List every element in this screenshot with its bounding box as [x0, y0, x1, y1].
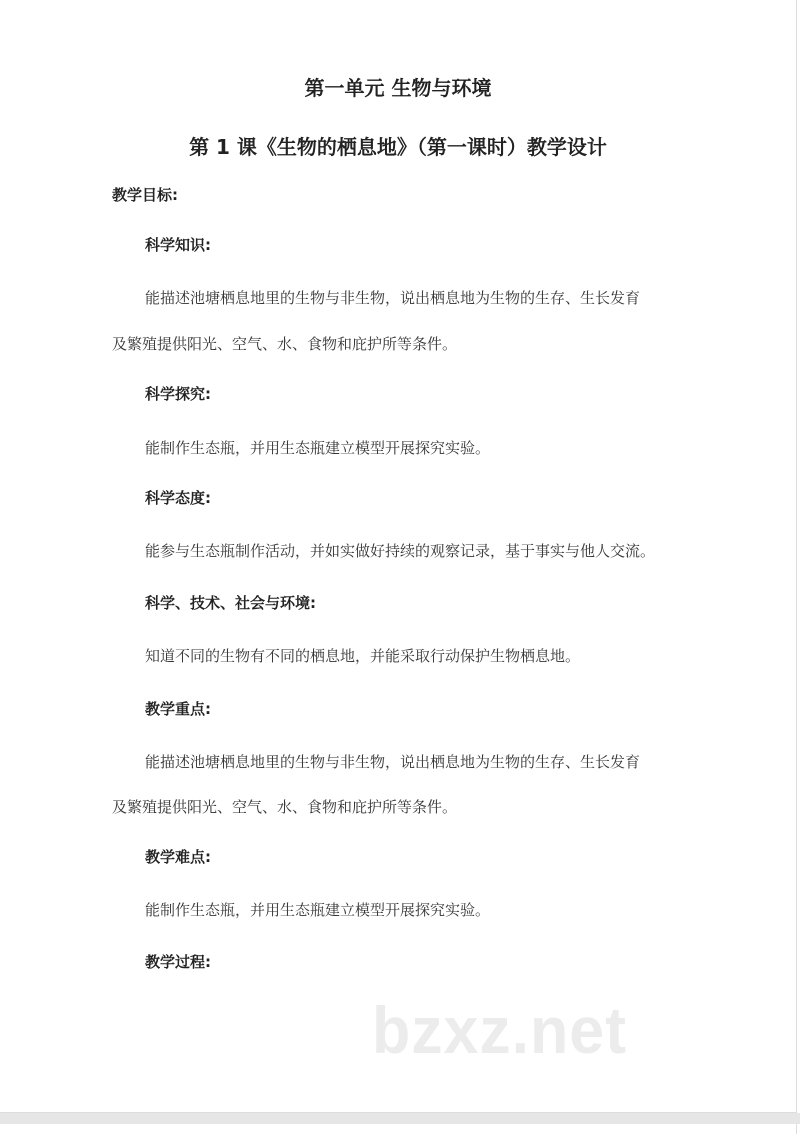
knowledge-heading: 科学知识: — [145, 236, 211, 254]
next-page — [0, 1124, 797, 1134]
attitude-text: 能参与生态瓶制作活动，并如实做好持续的观察记录，基于事实与他人交流。 — [145, 542, 656, 560]
attitude-heading: 科学态度: — [145, 489, 211, 507]
inquiry-text: 能制作生态瓶，并用生态瓶建立模型开展探究实验。 — [145, 439, 491, 457]
watermark: bzxz.net — [372, 993, 627, 1067]
page-separator — [0, 1113, 800, 1124]
knowledge-text-line2: 及繁殖提供阳光、空气、水、食物和庇护所等条件。 — [112, 335, 458, 353]
knowledge-text-line1: 能描述池塘栖息地里的生物与非生物，说出栖息地为生物的生存、生长发育 — [145, 289, 641, 307]
stse-text: 知道不同的生物有不同的栖息地，并能采取行动保护生物栖息地。 — [145, 647, 581, 665]
key-points-heading: 教学重点: — [145, 700, 211, 718]
stse-heading: 科学、技术、社会与环境: — [145, 594, 316, 612]
unit-title: 第一单元 生物与环境 — [304, 76, 492, 100]
lesson-title: 第 1 课《生物的栖息地》（第一课时）教学设计 — [189, 135, 607, 159]
key-points-line2: 及繁殖提供阳光、空气、水、食物和庇护所等条件。 — [112, 798, 458, 816]
objectives-heading: 教学目标: — [112, 186, 178, 204]
difficulty-text: 能制作生态瓶，并用生态瓶建立模型开展探究实验。 — [145, 901, 491, 919]
difficulty-heading: 教学难点: — [145, 848, 211, 866]
process-heading: 教学过程: — [145, 953, 211, 971]
inquiry-heading: 科学探究: — [145, 385, 211, 403]
key-points-line1: 能描述池塘栖息地里的生物与非生物，说出栖息地为生物的生存、生长发育 — [145, 753, 641, 771]
